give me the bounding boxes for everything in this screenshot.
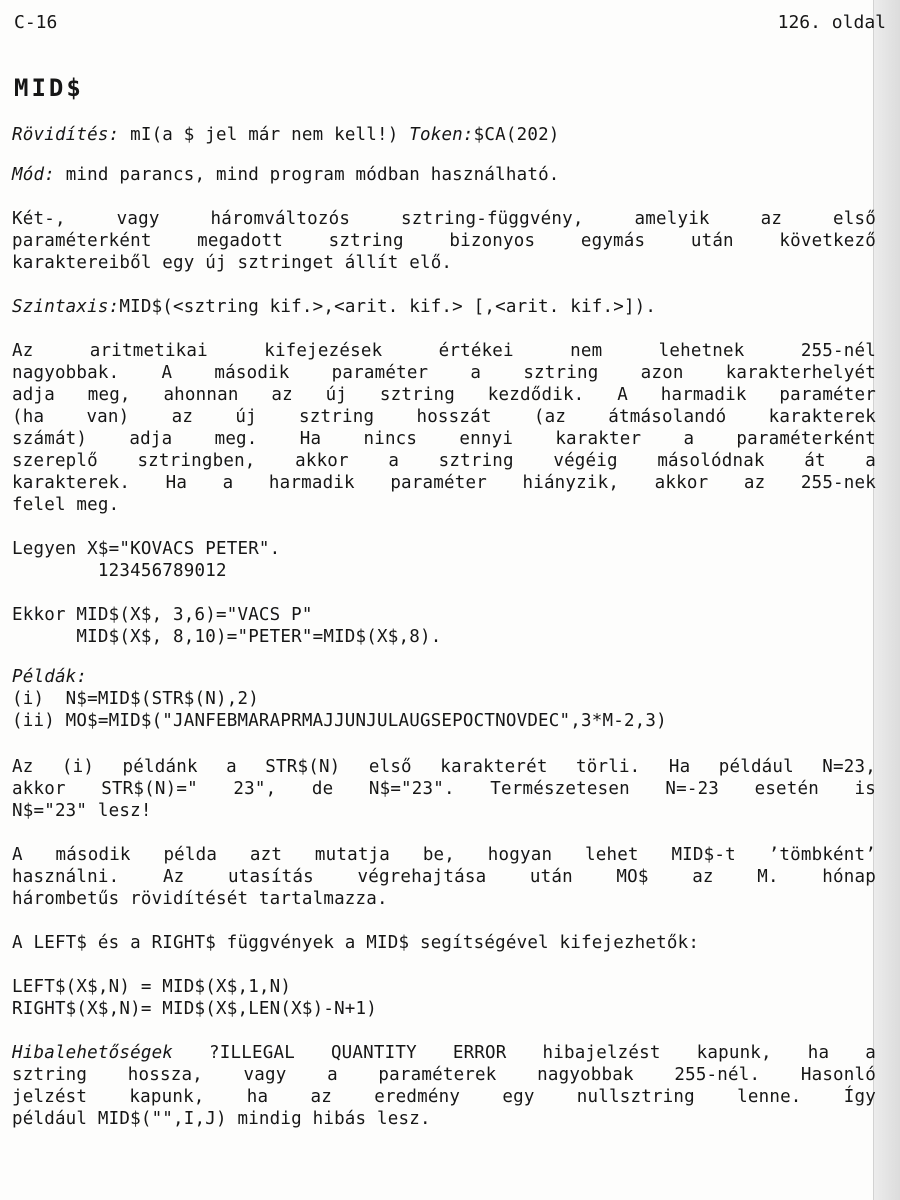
description-line: karaktereiből egy új sztringet állít elő.: [12, 253, 453, 273]
adjacent-page-edge: [873, 0, 900, 1200]
mod-value: mind parancs, mind program módban használható.: [54, 165, 560, 185]
hiba-text: ?ILLEGAL QUANTITY ERROR hibajelzést kapunk, ha a: [173, 1043, 876, 1063]
paragraph-line: használni. Az utasítás végrehajtása után MO$ az M. hónap: [12, 867, 876, 887]
paragraph-line: számát) adja meg. Ha nincs ennyi karakter a paraméterként: [12, 429, 876, 449]
section-code: C-16: [14, 12, 58, 33]
hiba-line: jelzést kapunk, ha az eredmény egy nullsztring lenne. Így: [12, 1087, 876, 1107]
hiba-label: Hibalehetőségek: [12, 1043, 174, 1063]
paragraph-line: A második példa azt mutatja be, hogyan lehet MID$-t ’tömbként’: [12, 845, 876, 865]
paragraph-line: (ha van) az új sztring hosszát (az átmásolandó karakterek: [12, 407, 876, 427]
description-line: paraméterként megadott sztring bizonyos egymás után következő: [12, 231, 876, 251]
hiba-line: [12, 1042, 876, 1064]
example-index-ruler: 123456789012: [12, 561, 227, 581]
rovidites-value: mI(a $ jel már nem kell!): [119, 125, 410, 145]
szintaxis-line: [12, 296, 876, 318]
paragraph-line: felel meg.: [12, 495, 120, 515]
paragraph-line: karakterek. Ha a harmadik paraméter hiányzik, akkor az 255-nek: [12, 473, 876, 493]
mod-line: [12, 164, 876, 186]
rovidites-line: [12, 124, 876, 146]
token-label: Token:: [409, 125, 474, 145]
peldak-label: Példák:: [12, 667, 88, 687]
paragraph-line: Az aritmetikai kifejezések értékei nem lehetnek 255-nél: [12, 341, 876, 361]
rovidites-label: Rövidítés:: [12, 125, 120, 145]
hiba-line: például MID$("",I,J) mindig hibás lesz.: [12, 1109, 431, 1129]
mod-label: Mód:: [12, 165, 55, 185]
paragraph-line: hárombetűs rövidítését tartalmazza.: [12, 889, 388, 909]
example-definition: Legyen X$="KOVACS PETER".: [12, 539, 281, 559]
paragraph-line: szereplő sztringben, akkor a sztring végéig másolódnak át a: [12, 451, 876, 471]
paragraph-line: akkor STR$(N)=" 23", de N$="23". Természetesen N=-23 esetén is: [12, 779, 876, 799]
formula-line: RIGHT$(X$,N)= MID$(X$,LEN(X$)-N+1): [12, 999, 378, 1019]
paragraph-line: Az (i) példánk a STR$(N) első karakterét törli. Ha például N=23,: [12, 757, 876, 777]
token-value: $CA(202): [473, 125, 560, 145]
ekkor-line: Ekkor MID$(X$, 3,6)="VACS P": [12, 605, 313, 625]
hiba-line: sztring hossza, vagy a paraméterek nagyobbak 255-nél. Hasonló: [12, 1065, 876, 1085]
page-number: 126. oldal: [777, 12, 886, 33]
szintaxis-label: Szintaxis:: [12, 297, 120, 317]
szintaxis-value: MID$(<sztring kif.>,<arit. kif.> [,<arit. kif.>]).: [119, 297, 657, 317]
formula-line: LEFT$(X$,N) = MID$(X$,1,N): [12, 977, 292, 997]
example-item: (i) N$=MID$(STR$(N),2): [12, 689, 259, 709]
paragraph-line: nagyobbak. A második paraméter a sztring azon karakterhelyét: [12, 363, 876, 383]
description-line: Két-, vagy háromváltozós sztring-függvény, amelyik az első: [12, 209, 876, 229]
page-title: MID$: [14, 74, 84, 102]
example-item: (ii) MO$=MID$("JANFEBMARAPRMAJJUNJULAUGSEPOCTNOVDEC",3*M-2,3): [12, 711, 667, 731]
paragraph-line: N$="23" lesz!: [12, 801, 152, 821]
ekkor-line: MID$(X$, 8,10)="PETER"=MID$(X$,8).: [12, 627, 442, 647]
paragraph-line: A LEFT$ és a RIGHT$ függvények a MID$ segítségével kifejezhetők:: [12, 933, 700, 953]
paragraph-line: adja meg, ahonnan az új sztring kezdődik. A harmadik paraméter: [12, 385, 876, 405]
